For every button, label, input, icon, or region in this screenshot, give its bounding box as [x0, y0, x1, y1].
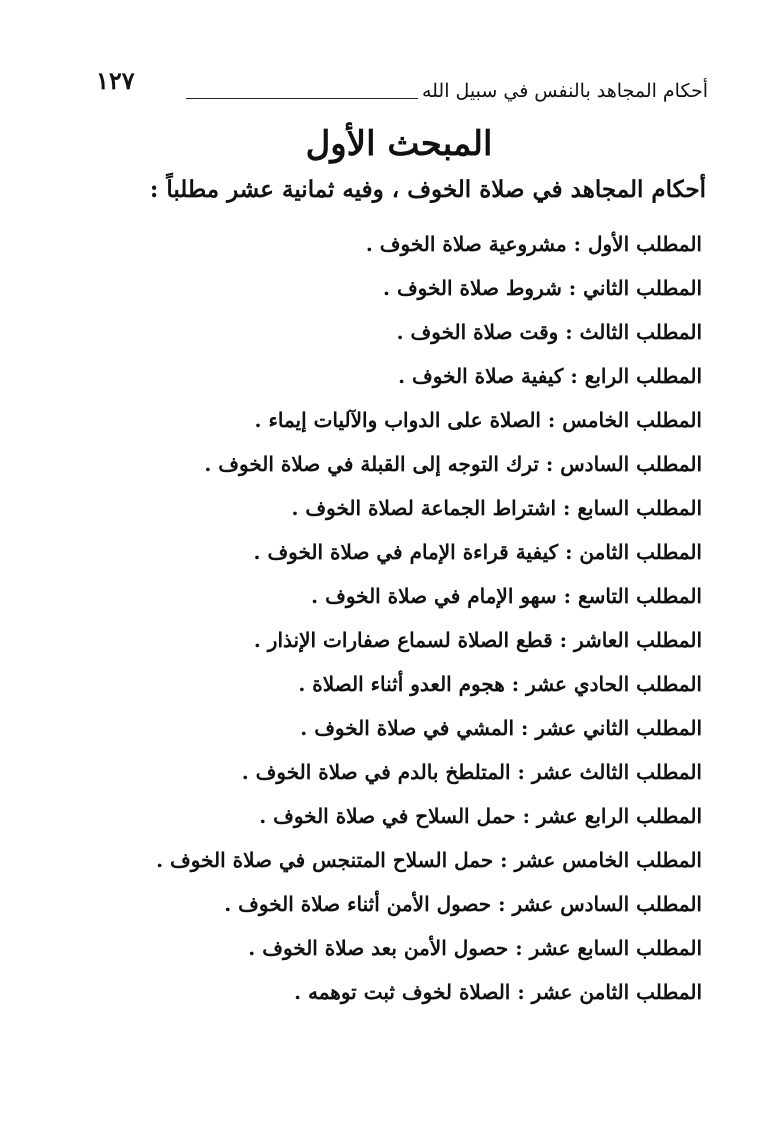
toc-item-12: المطلب الثاني عشر : المشي في صلاة الخوف . — [300, 716, 702, 740]
toc-item-9: المطلب التاسع : سهو الإمام في صلاة الخوف . — [311, 584, 702, 608]
toc-item-5: المطلب الخامس : الصلاة على الدواب والآليات إيماء . — [254, 408, 702, 432]
section-title: المبحث الأول — [305, 124, 493, 164]
toc-item-6: المطلب السادس : ترك التوجه إلى القبلة في صلاة الخوف . — [204, 452, 702, 476]
toc-item-3: المطلب الثالث : وقت صلاة الخوف . — [396, 320, 702, 344]
section-subtitle: أحكام المجاهد في صلاة الخوف ، وفيه ثمانية عشر مطلباً : — [149, 176, 706, 203]
toc-item-15: المطلب الخامس عشر : حمل السلاح المتنجس في صلاة الخوف . — [156, 848, 702, 872]
running-header — [86, 66, 708, 106]
toc-item-2: المطلب الثاني : شروط صلاة الخوف . — [383, 276, 702, 300]
toc-item-18: المطلب الثامن عشر : الصلاة لخوف ثبت توهمه . — [294, 980, 702, 1004]
toc-item-13: المطلب الثالث عشر : المتلطخ بالدم في صلاة الخوف . — [241, 760, 702, 784]
toc-list — [82, 230, 702, 1022]
toc-item-11: المطلب الحادي عشر : هجوم العدو أثناء الصلاة . — [298, 672, 702, 696]
toc-item-1: المطلب الأول : مشروعية صلاة الخوف . — [365, 232, 702, 256]
toc-item-16: المطلب السادس عشر : حصول الأمن أثناء صلاة الخوف . — [224, 892, 702, 916]
toc-item-4: المطلب الرابع : كيفية صلاة الخوف . — [398, 364, 702, 388]
toc-item-17: المطلب السابع عشر : حصول الأمن بعد صلاة الخوف . — [248, 936, 702, 960]
header-rule — [186, 98, 418, 99]
running-title: أحكام المجاهد بالنفس في سبيل الله — [421, 80, 708, 102]
toc-item-8: المطلب الثامن : كيفية قراءة الإمام في صلاة الخوف . — [253, 540, 702, 564]
toc-item-14: المطلب الرابع عشر : حمل السلاح في صلاة الخوف . — [259, 804, 702, 828]
toc-item-10: المطلب العاشر : قطع الصلاة لسماع صفارات الإنذار . — [253, 628, 702, 652]
toc-item-7: المطلب السابع : اشتراط الجماعة لصلاة الخوف . — [291, 496, 702, 520]
page-number: ١٢٧ — [96, 66, 135, 95]
